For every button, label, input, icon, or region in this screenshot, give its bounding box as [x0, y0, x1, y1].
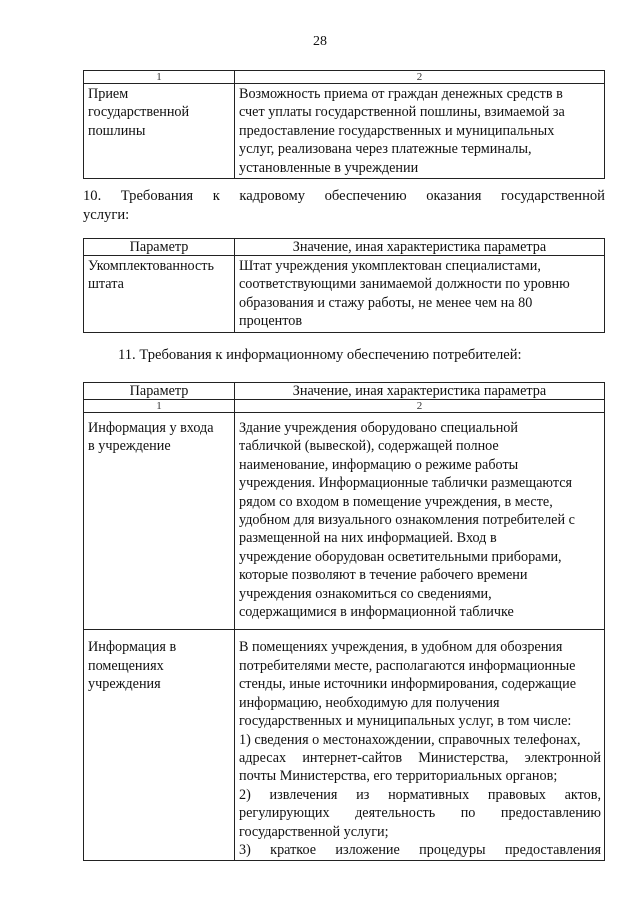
value-line: 3) краткое изложение процедуры предоставления [239, 841, 601, 858]
value-line: 1) сведения о местонахождении, справочных телефонах, [239, 731, 581, 748]
value-line: процентов [239, 313, 303, 330]
section-10-title [83, 187, 605, 225]
header-parameter: Параметр [84, 383, 235, 400]
value-line: потребителями месте, располагаются информационные [239, 657, 576, 674]
value-line: установленные в учреждении [239, 159, 419, 176]
param-line: в учреждение [88, 438, 171, 455]
param-cell [84, 256, 235, 333]
section-title-line: 10. Требования к кадровому обеспечению оказания государственной [83, 188, 605, 204]
param-line: Информация в [88, 639, 177, 656]
param-line: государственной [88, 104, 190, 121]
table-header-row [84, 383, 605, 400]
value-line: наименование, информацию о режиме работы [239, 456, 519, 473]
table-header-row [84, 239, 605, 256]
column-number: 2 [235, 400, 605, 413]
header-parameter: Параметр [84, 239, 235, 256]
value-line: государственной услуги; [239, 823, 389, 840]
value-line: услуг, реализована через платежные терминалы, [239, 141, 532, 158]
value-cell [235, 256, 605, 333]
param-line: Укомплектованность [88, 258, 214, 274]
value-line: образования и стажу работы, не менее чем на 80 [239, 294, 533, 311]
param-line: помещениях [88, 657, 164, 674]
param-cell [84, 413, 235, 630]
table-fee [83, 70, 605, 179]
header-value: Значение, иная характеристика параметра [235, 383, 605, 400]
value-line: Здание учреждения оборудовано специальной [239, 420, 518, 436]
value-line: рядом со входом в помещение учреждения, в месте, [239, 493, 553, 510]
table-column-numbers [84, 400, 605, 413]
table-row [84, 256, 605, 333]
param-line: Информация у входа [88, 420, 214, 436]
header-value: Значение, иная характеристика параметра [235, 239, 605, 256]
value-line: соответствующими занимаемой должности по уровню [239, 276, 570, 293]
param-line: штата [88, 276, 124, 293]
value-line: регулирующих деятельность по предоставлению [239, 805, 601, 822]
column-number: 2 [235, 71, 605, 84]
value-line: адресах интернет-сайтов Министерства, электронной [239, 749, 601, 766]
page-number: 28 [313, 34, 327, 49]
value-line: 2) извлечения из нормативных правовых актов, [239, 786, 601, 803]
param-cell [84, 630, 235, 861]
table-column-numbers [84, 71, 605, 84]
value-line: учреждение оборудован осветительными приборами, [239, 548, 562, 565]
value-line: В помещениях учреждения, в удобном для обозрения [239, 639, 563, 656]
table-row [84, 413, 605, 630]
value-line: учреждения ознакомиться со сведениями, [239, 585, 492, 602]
table-row [84, 84, 605, 179]
value-line: Штат учреждения укомплектован специалистами, [239, 258, 541, 274]
value-line: удобном для визуального ознакомления потребителей с [239, 512, 575, 529]
section-title-line: услуги: [83, 207, 130, 223]
value-cell [235, 413, 605, 630]
column-number: 1 [84, 400, 235, 413]
param-line: пошлины [88, 122, 146, 139]
param-line: учреждения [88, 676, 161, 693]
table-staffing [83, 238, 605, 333]
section-11-title: 11. Требования к информационному обеспечению потребителей: [118, 347, 522, 363]
value-line: учреждения. Информационные таблички размещаются [239, 475, 573, 492]
table-row [84, 630, 605, 861]
param-cell [84, 84, 235, 179]
value-line: стенды, иные источники информирования, содержащие [239, 676, 577, 693]
value-line: информацию, необходимую для получения [239, 694, 500, 711]
value-line: государственных и муниципальных услуг, в том числе: [239, 713, 572, 730]
value-line: которые позволяют в течение рабочего времени [239, 567, 528, 584]
value-line: Возможность приема от граждан денежных средств в [239, 86, 563, 102]
value-line: табличкой (вывеской), содержащей полное [239, 438, 499, 455]
table-information [83, 382, 605, 861]
value-line: почты Министерства, его территориальных органов; [239, 768, 558, 785]
value-line: счет уплаты государственной пошлины, взимаемой за [239, 104, 565, 121]
value-cell [235, 630, 605, 861]
column-number: 1 [84, 71, 235, 84]
value-cell [235, 84, 605, 179]
value-line: предоставление государственных и муниципальных [239, 122, 555, 139]
value-line: содержащимися в информационной табличке [239, 604, 514, 621]
value-line: размещенной на них информацией. Вход в [239, 530, 497, 547]
param-line: Прием [88, 86, 129, 102]
